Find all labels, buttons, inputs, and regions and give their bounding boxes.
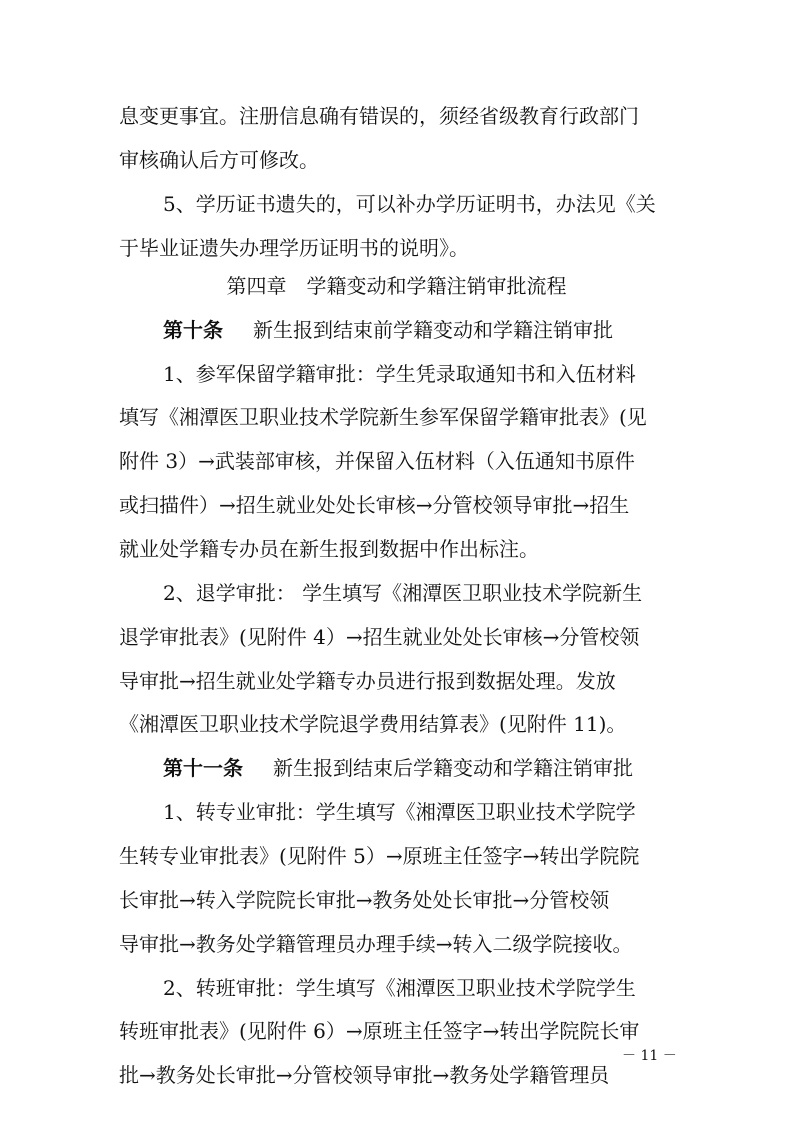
paragraph-line: 填写《湘潭医卫职业技术学院新生参军保留学籍审批表》(见 [119,405,647,429]
article-number: 第十条 [163,318,223,342]
article-number: 第十一条 [163,756,243,780]
paragraph-line: 退学审批表》(见附件 4）→招生就业处处长审核→分管校领 [119,625,640,649]
paragraph-line: 批→教务处长审批→分管校领导审批→教务处学籍管理员 [119,1063,610,1087]
paragraph-line: 2、退学审批： 学生填写《湘潭医卫职业技术学院新生 [163,581,643,605]
chapter-heading: 第四章 学籍变动和学籍注销审批流程 [226,274,567,298]
paragraph-line: 或扫描件）→招生就业处处长审核→分管校领导审批→招生 [119,493,630,517]
paragraph-line: 附件 3）→武装部审核，并保留入伍材料（入伍通知书原件 [119,449,635,473]
paragraph-line: 就业处学籍专办员在新生报到数据中作出标注。 [119,537,539,561]
paragraph-line: 1、参军保留学籍审批：学生凭录取通知书和入伍材料 [163,362,636,386]
paragraph-line: 5、学历证书遗失的，可以补办学历证明书，办法见《关 [163,192,656,216]
article-heading [163,756,633,780]
page-number: － 11 － [622,1048,677,1064]
paragraph-line: 《湘潭医卫职业技术学院退学费用结算表》(见附件 11)。 [119,712,627,736]
paragraph-line: 生转专业审批表》(见附件 5）→原班主任签字→转出学院院 [119,844,640,868]
article-title: 新生报到结束后学籍变动和学籍注销审批 [273,756,633,780]
paragraph-line: 1、转专业审批：学生填写《湘潭医卫职业技术学院学 [163,800,636,824]
paragraph-line: 长审批→转入学院院长审批→教务处处长审批→分管校领 [119,888,610,912]
paragraph-line: 审核确认后方可修改。 [119,148,319,172]
article-title: 新生报到结束前学籍变动和学籍注销审批 [253,318,613,342]
paragraph-line: 于毕业证遗失办理学历证明书的说明》。 [119,236,469,260]
paragraph-line: 导审批→招生就业处学籍专办员进行报到数据处理。发放 [119,669,616,693]
paragraph-line: 2、转班审批：学生填写《湘潭医卫职业技术学院学生 [163,976,636,1000]
paragraph-line: 转班审批表》(见附件 6）→原班主任签字→转出学院院长审 [119,1019,640,1043]
paragraph-line: 息变更事宜。注册信息确有错误的，须经省级教育行政部门 [119,104,639,128]
paragraph-line: 导审批→教务处学籍管理员办理手续→转入二级学院接收。 [119,932,633,956]
article-heading [163,318,613,342]
